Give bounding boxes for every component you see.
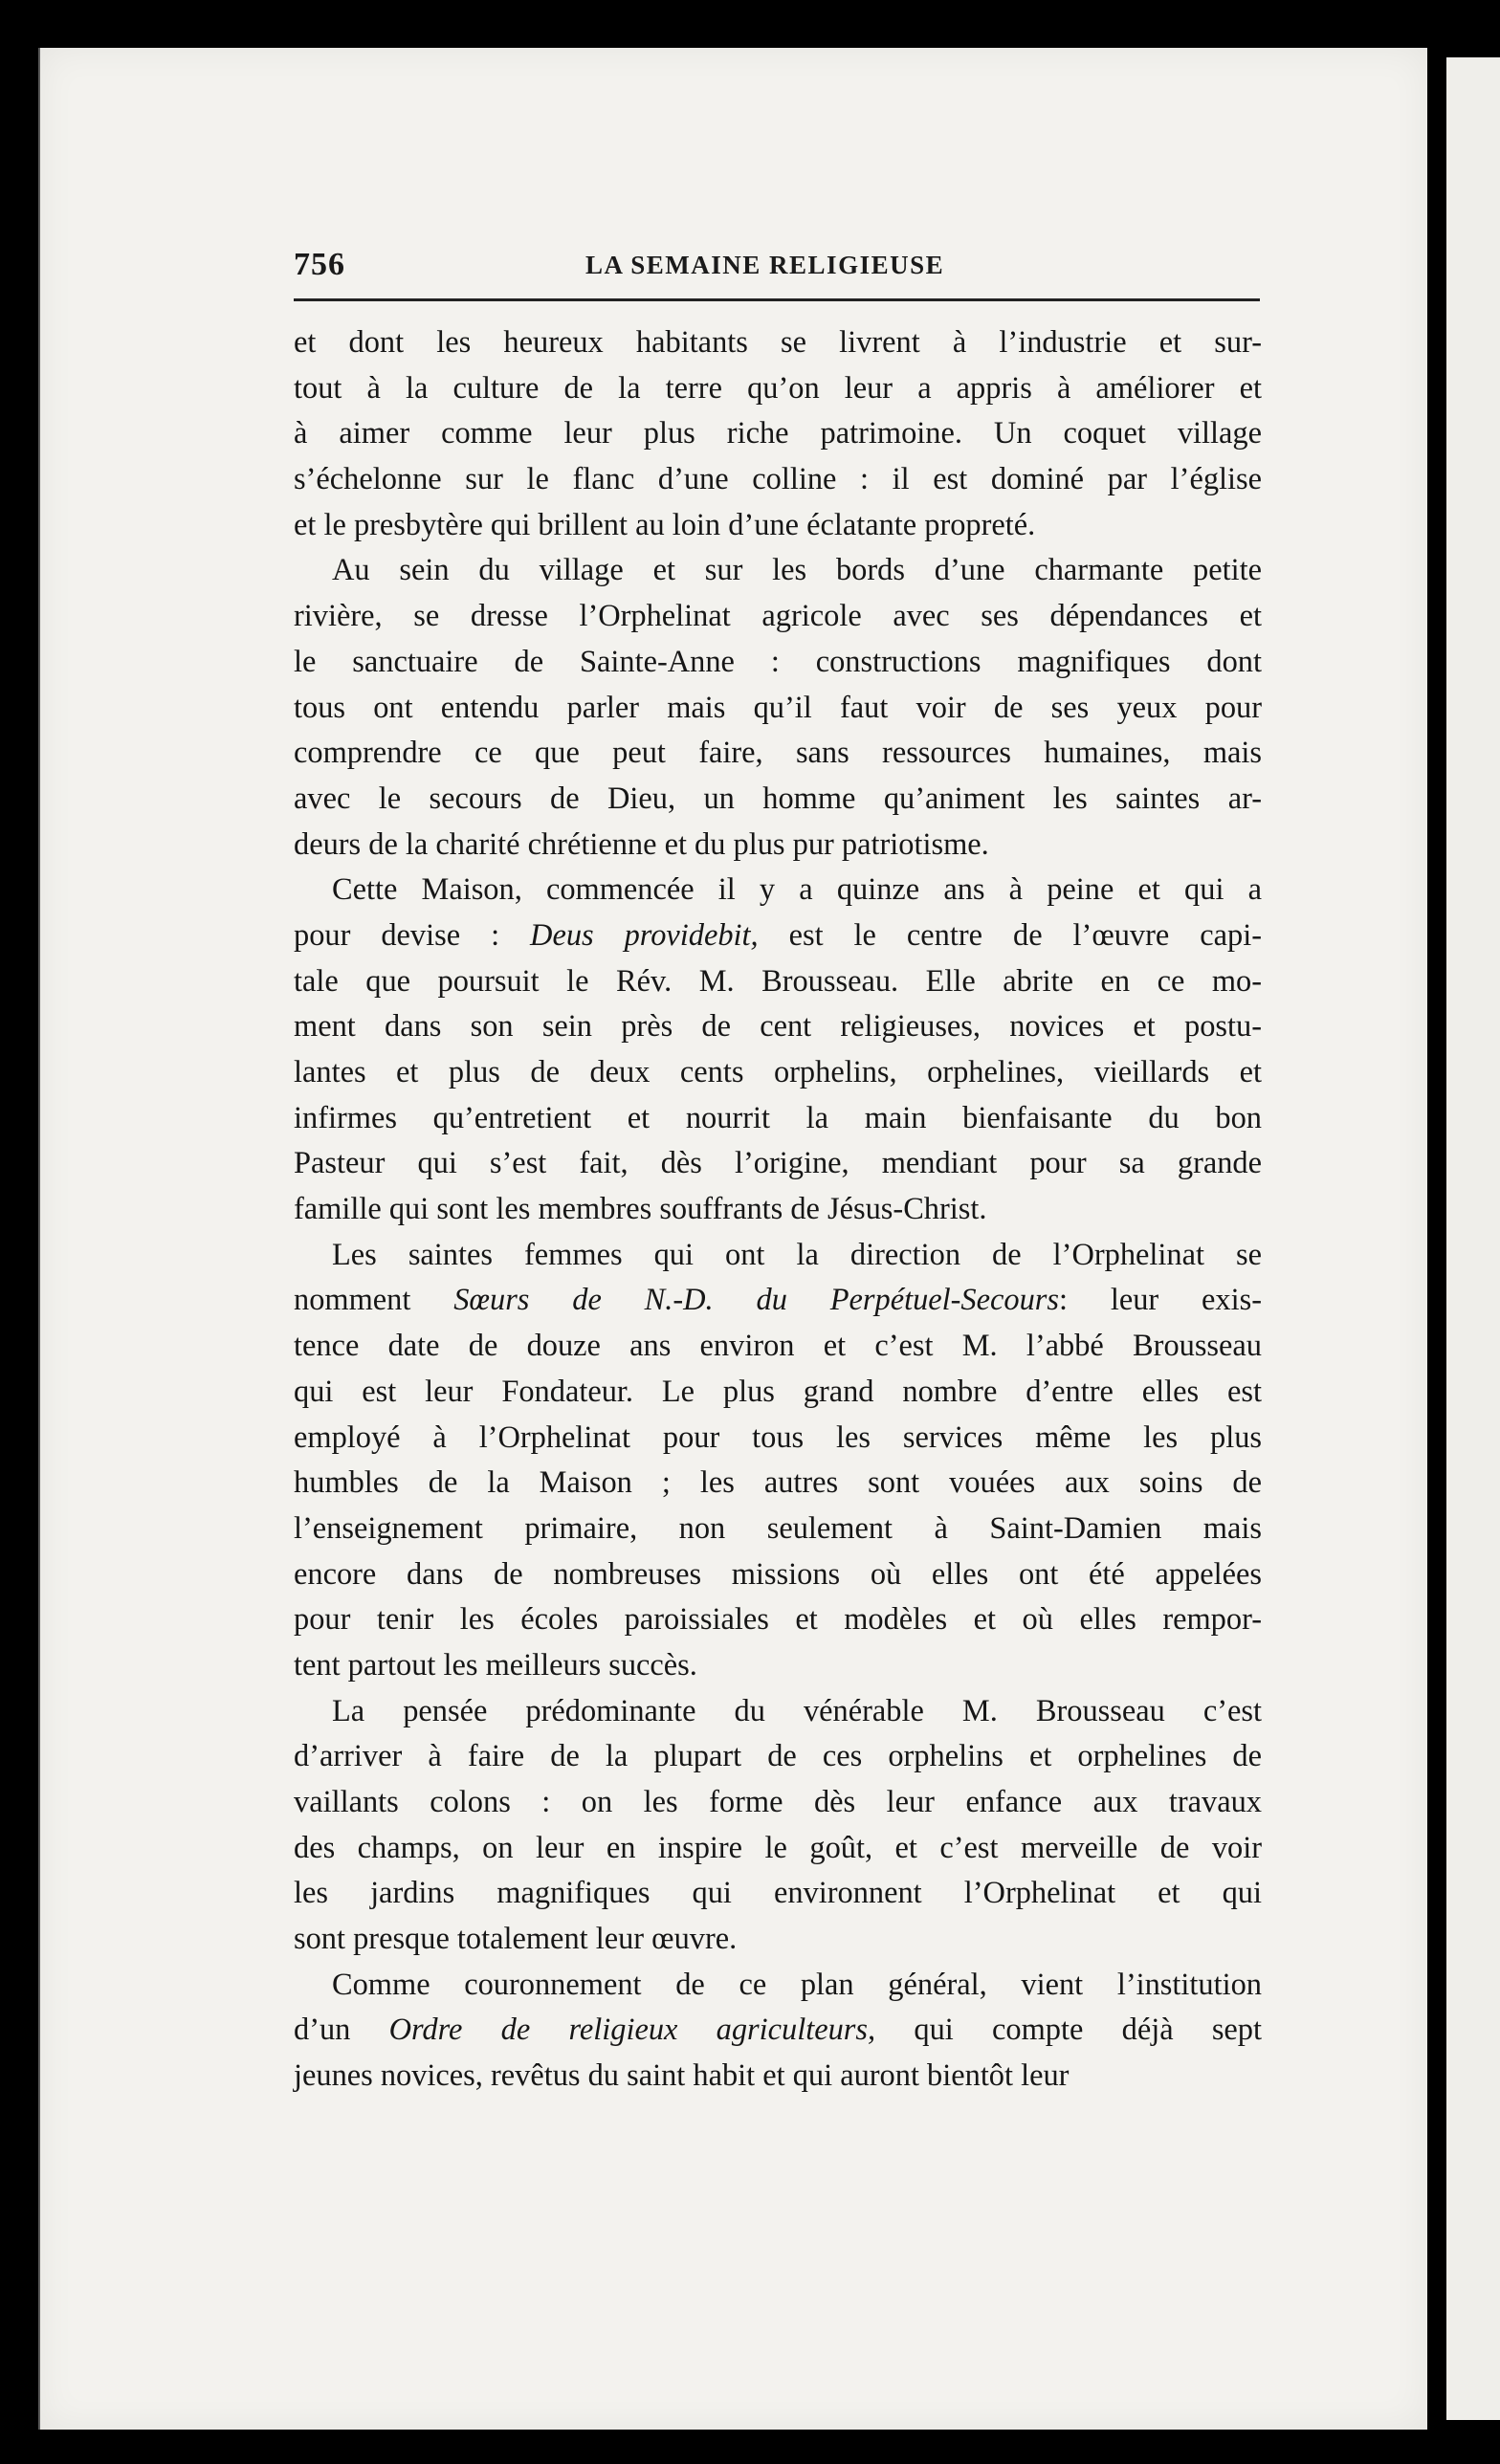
- text-line: tout à la culture de la terre qu’on leur a appris à améliorer et: [294, 370, 1262, 406]
- text-line: pour tenir les écoles paroissiales et modèles et où elles rempor-: [294, 1602, 1262, 1638]
- text-line: infirmes qu’entretient et nourrit la main bienfaisante du bon: [294, 1100, 1262, 1135]
- text-line: nomment Sœurs de N.-D. du Perpétuel-Secours: leur exis-: [294, 1283, 1262, 1318]
- text-line: Les saintes femmes qui ont la direction de l’Orphelinat se: [332, 1237, 1262, 1272]
- paragraph: [294, 320, 1262, 548]
- text-line: vaillants colons : on les forme dès leur enfance aux travaux: [294, 1785, 1262, 1819]
- text-line: jeunes novices, revêtus du saint habit et qui auront bientôt leur: [294, 2058, 1070, 2094]
- text-line: tent partout les meilleurs succès.: [294, 1647, 697, 1683]
- header-rule: [294, 298, 1260, 301]
- text-line: humbles de la Maison ; les autres sont vouées aux soins de: [294, 1465, 1262, 1501]
- text-line: Au sein du village et sur les bords d’une charmante petite: [332, 553, 1262, 588]
- text-line: rivière, se dresse l’Orphelinat agricole avec ses dépendances et: [294, 599, 1262, 634]
- text-line: d’arriver à faire de la plupart de ces orphelins et orphelines de: [294, 1739, 1262, 1774]
- text-line: sont presque totalement leur œuvre.: [294, 1922, 738, 1957]
- text-line: avec le secours de Dieu, un homme qu’animent les saintes ar-: [294, 781, 1262, 816]
- paragraph: [294, 1233, 1262, 1689]
- italic-text: Ordre de religieux agriculteurs,: [388, 2013, 876, 2048]
- text-line: comprendre ce que peut faire, sans ressources humaines, mais: [294, 736, 1262, 771]
- text-line: lantes et plus de deux cents orphelins, orphelines, vieillards et: [294, 1055, 1262, 1089]
- page-header: [294, 247, 1260, 304]
- paragraph: [294, 1963, 1262, 2100]
- text-line: ment dans son sein près de cent religieuses, novices et postu-: [294, 1009, 1262, 1045]
- running-title: LA SEMAINE RELIGIEUSE: [585, 251, 945, 279]
- text-line: La pensée prédominante du vénérable M. Brousseau c’est: [332, 1693, 1262, 1728]
- text-line: tale que poursuit le Rév. M. Brousseau. Elle abrite en ce mo-: [294, 963, 1262, 999]
- text-line: tous ont entendu parler mais qu’il faut voir de ses yeux pour: [294, 690, 1262, 725]
- text-line: encore dans de nombreuses missions où elles ont été appelées: [294, 1556, 1262, 1592]
- paragraph: [294, 868, 1262, 1233]
- text-line: famille qui sont les membres souffrants de Jésus-Christ.: [294, 1192, 987, 1227]
- text-line: le sanctuaire de Sainte-Anne : constructions magnifiques dont: [294, 644, 1262, 679]
- text-line: tence date de douze ans environ et c’est M. l’abbé Brousseau: [294, 1329, 1262, 1364]
- text-line: qui est leur Fondateur. Le plus grand nombre d’entre elles est: [294, 1374, 1262, 1409]
- text-line: pour devise : Deus providebit, est le centre de l’œuvre capi-: [294, 917, 1262, 953]
- italic-text: Sœurs de N.-D. du Perpétuel-Secours: [453, 1283, 1059, 1318]
- text-line: d’un Ordre de religieux agriculteurs, qui compte déjà sept: [294, 2013, 1262, 2048]
- page-number: 756: [294, 247, 345, 282]
- body-text: [294, 320, 1262, 2100]
- text-line: deurs de la charité chrétienne et du plus pur patriotisme.: [294, 826, 989, 862]
- text-line: à aimer comme leur plus riche patrimoine. Un coquet village: [294, 416, 1262, 451]
- text-line: et le presbytère qui brillent au loin d’une éclatante propreté.: [294, 507, 1036, 542]
- text-line: des champs, on leur en inspire le goût, et c’est merveille de voir: [294, 1830, 1262, 1865]
- text-line: Comme couronnement de ce plan général, vient l’institution: [332, 1967, 1262, 2002]
- italic-text: Deus providebit,: [530, 917, 759, 953]
- adjacent-page-edge: [1446, 57, 1500, 2420]
- text-line: s’échelonne sur le flanc d’une colline : il est dominé par l’église: [294, 462, 1262, 497]
- text-line: employé à l’Orphelinat pour tous les services même les plus: [294, 1419, 1262, 1455]
- paragraph: [294, 1689, 1262, 1963]
- text-line: Pasteur qui s’est fait, dès l’origine, mendiant pour sa grande: [294, 1146, 1262, 1181]
- text-line: l’enseignement primaire, non seulement à Saint-Damien mais: [294, 1510, 1262, 1546]
- text-line: et dont les heureux habitants se livrent à l’industrie et sur-: [294, 325, 1262, 360]
- text-line: les jardins magnifiques qui environnent l’Orphelinat et qui: [294, 1876, 1262, 1911]
- text-line: Cette Maison, commencée il y a quinze ans à peine et qui a: [332, 872, 1262, 908]
- paragraph: [294, 548, 1262, 868]
